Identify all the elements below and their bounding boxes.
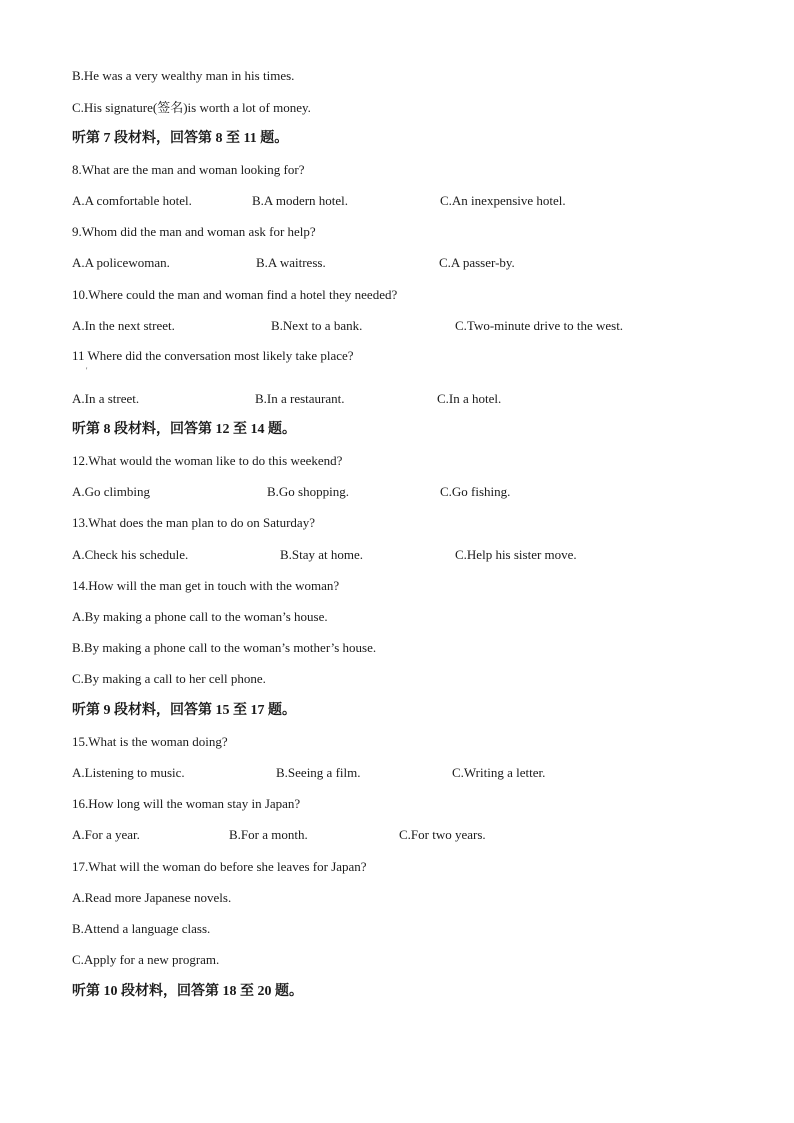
q15-option-b: B.Seeing a film. <box>276 765 361 780</box>
q7-option-b: B.He was a very wealthy man in his times. <box>72 68 295 83</box>
q14-option-a: A.By making a phone call to the woman’s house. <box>72 609 328 624</box>
q15-question: 15.What is the woman doing? <box>72 734 228 749</box>
q9-option-a: A.A policewoman. <box>72 255 170 270</box>
q17-option-c: C.Apply for a new program. <box>72 952 220 967</box>
q10-option-a: A.In the next street. <box>72 318 175 333</box>
q17-question: 17.What will the woman do before she leaves for Japan? <box>72 859 367 874</box>
q10-option-b: B.Next to a bank. <box>271 318 363 333</box>
q10-question: 10.Where could the man and woman find a hotel they needed? <box>72 287 398 302</box>
q8-option-a: A.A comfortable hotel. <box>72 193 192 208</box>
q17-option-a: A.Read more Japanese novels. <box>72 890 232 905</box>
q11-option-c: C.In a hotel. <box>437 391 502 406</box>
stray-mark: ' <box>86 366 88 375</box>
q15-option-a: A.Listening to music. <box>72 765 185 780</box>
q16-question: 16.How long will the woman stay in Japan? <box>72 796 301 811</box>
q10-option-c: C.Two-minute drive to the west. <box>455 318 624 333</box>
section-10-heading: 听第 10 段材料，回答第 18 至 20 题。 <box>72 984 303 999</box>
q7-option-c: C.His signature(签名)is worth a lot of money. <box>72 100 311 115</box>
q13-option-b: B.Stay at home. <box>280 547 364 562</box>
q15-option-c: C.Writing a letter. <box>452 765 546 780</box>
q13-option-a: A.Check his schedule. <box>72 547 189 562</box>
section-7-heading: 听第 7 段材料，回答第 8 至 11 题。 <box>72 131 289 146</box>
q9-question: 9.Whom did the man and woman ask for help? <box>72 224 316 239</box>
section-8-heading: 听第 8 段材料，回答第 12 至 14 题。 <box>72 422 296 437</box>
q12-option-a: A.Go climbing <box>72 484 150 499</box>
q11-option-a: A.In a street. <box>72 391 140 406</box>
q12-option-b: B.Go shopping. <box>267 484 349 499</box>
q16-option-b: B.For a month. <box>229 827 308 842</box>
q8-option-c: C.An inexpensive hotel. <box>440 193 566 208</box>
section-9-heading: 听第 9 段材料，回答第 15 至 17 题。 <box>72 703 296 718</box>
q16-option-c: C.For two years. <box>399 827 486 842</box>
q17-option-b: B.Attend a language class. <box>72 921 211 936</box>
q16-option-a: A.For a year. <box>72 827 140 842</box>
q9-option-c: C.A passer-by. <box>439 255 515 270</box>
q8-option-b: B.A modern hotel. <box>252 193 349 208</box>
q11-question: 11 Where did the conversation most likely take place? <box>72 348 354 363</box>
q14-option-b: B.By making a phone call to the woman’s mother’s house. <box>72 640 377 655</box>
q14-question: 14.How will the man get in touch with the woman? <box>72 578 340 593</box>
q13-option-c: C.Help his sister move. <box>455 547 577 562</box>
q8-question: 8.What are the man and woman looking for? <box>72 162 305 177</box>
q11-option-b: B.In a restaurant. <box>255 391 345 406</box>
q12-option-c: C.Go fishing. <box>440 484 511 499</box>
q13-question: 13.What does the man plan to do on Saturday? <box>72 515 315 530</box>
q14-option-c: C.By making a call to her cell phone. <box>72 671 266 686</box>
q9-option-b: B.A waitress. <box>256 255 326 270</box>
q12-question: 12.What would the woman like to do this weekend? <box>72 453 343 468</box>
